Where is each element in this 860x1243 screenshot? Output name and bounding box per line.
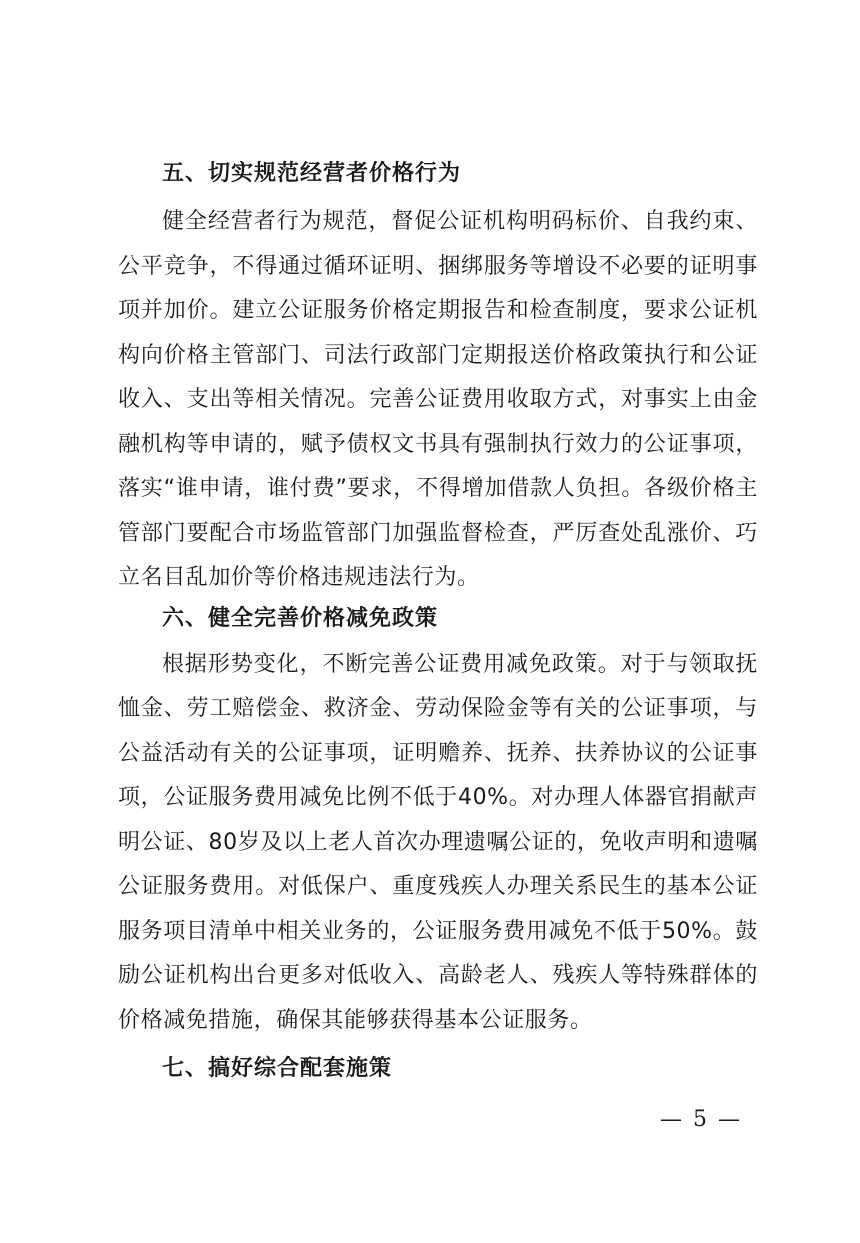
document-body xyxy=(118,158,758,1085)
section-paragraph-6: 根据形势变化，不断完善公证费用减免政策。对于与领取抚恤金、劳工赔偿金、救济金、劳动保险金等有关的公证事项，与公益活动有关的公证事项，证明赡养、抚养、扶养协议的公证事项，公证服务费用减免比例不低于40%。对办理人体器官捐献声明公证、80岁及以上老人首次办理遗嘱公证的，免收声明和遗嘱公证服务费用。对低保户、重度残疾人办理关系民生的基本公证服务项目清单中相关业务的，公证服务费用减免不低于50%。鼓励公证机构出台更多对低收入、高龄老人、残疾人等特殊群体的价格减免措施，确保其能够获得基本公证服务。 xyxy=(118,651,758,1033)
section-heading-7: 七、搞好综合配套施策 xyxy=(162,1056,393,1081)
page-number: — 5 — xyxy=(660,1107,742,1132)
section-heading-6: 六、健全完善价格减免政策 xyxy=(162,605,439,631)
section-heading-5: 五、切实规范经营者价格行为 xyxy=(162,161,462,186)
section-paragraph-5: 健全经营者行为规范，督促公证机构明码标价、自我约束、公平竞争，不得通过循环证明、捆绑服务等增设不必要的证明事项并加价。建立公证服务价格定期报告和检查制度，要求公证机构向价格主管部门、司法行政部门定期报送价格政策执行和公证收入、支出等相关情况。完善公证费用收取方式，对事实上由金融机构等申请的，赋予债权文书具有强制执行效力的公证事项，落实“谁申请，谁付费”要求，不得增加借款人负担。各级价格主管部门要配合市场监管部门加强监督检查，严厉查处乱涨价、巧立名目乱加价等价格违规违法行为。 xyxy=(118,209,758,590)
